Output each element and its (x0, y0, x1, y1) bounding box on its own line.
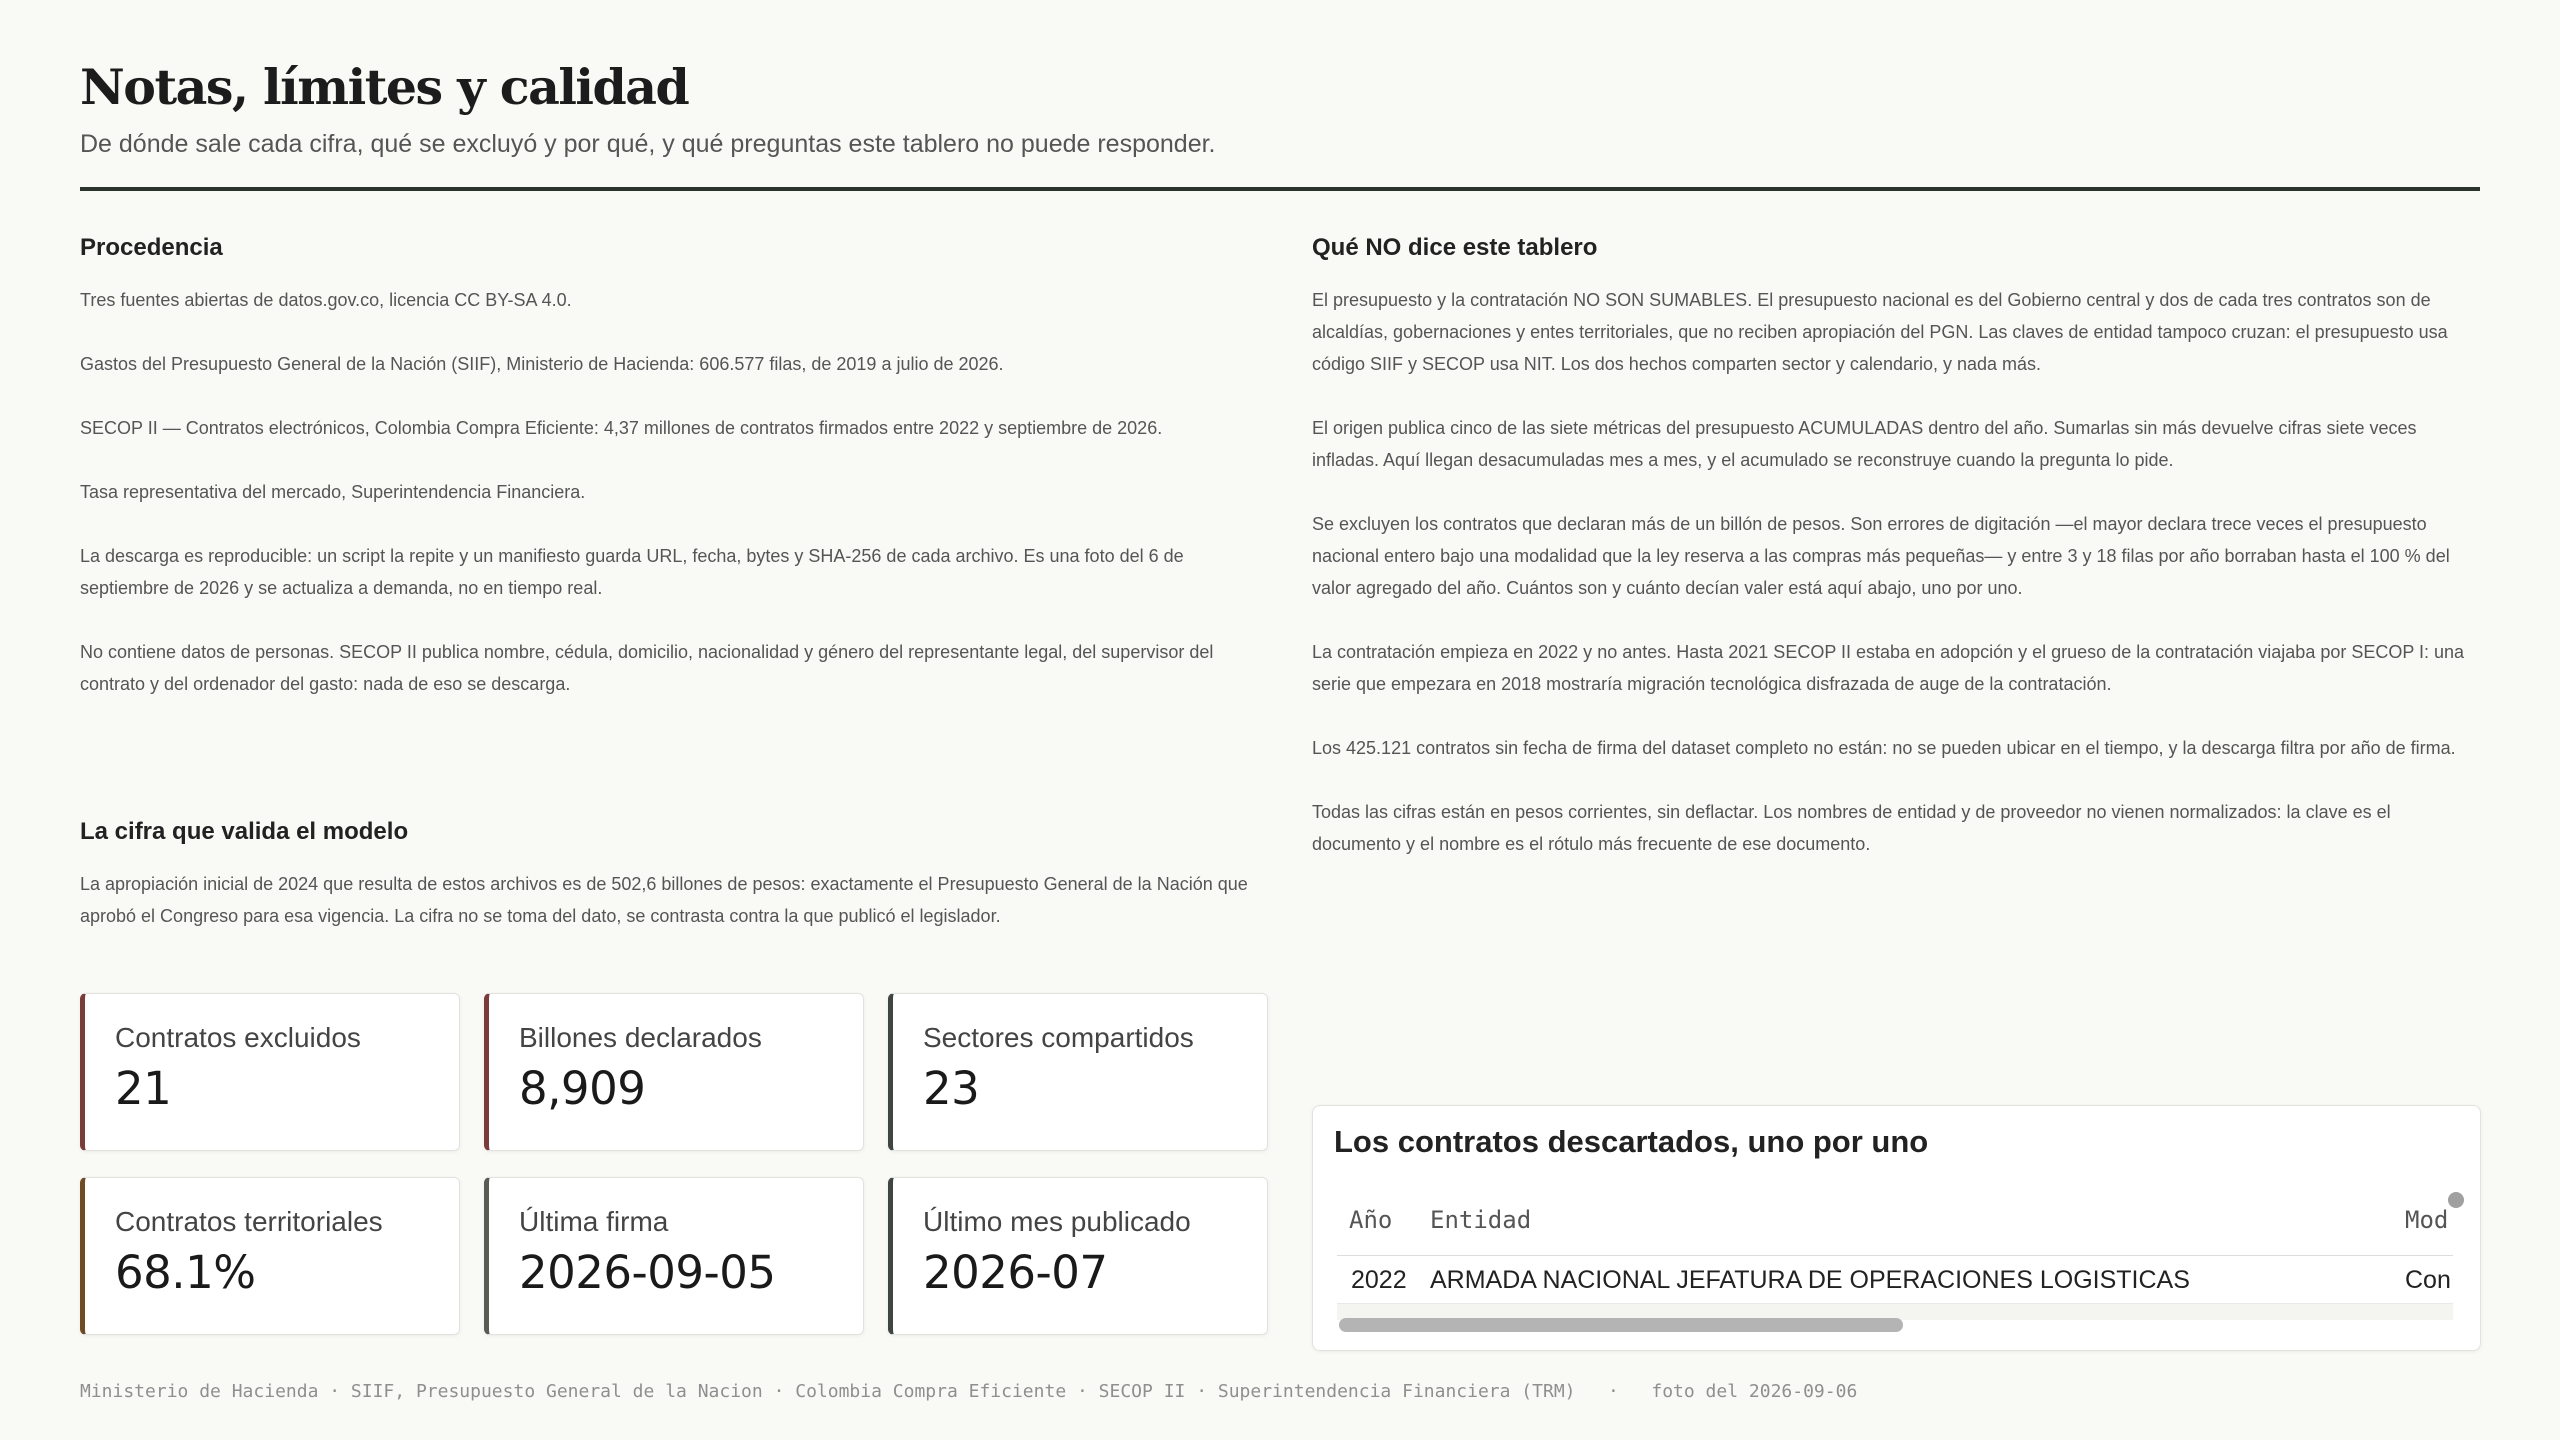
cell-modality: Con (2405, 1266, 2451, 1294)
excluded-contracts-table[interactable] (1337, 1190, 2453, 1320)
page-subtitle: De dónde sale cada cifra, qué se excluyó y por qué, y qué preguntas este tablero no puede responder. (80, 130, 1216, 158)
limits-title: Qué NO dice este tablero (1312, 234, 1598, 261)
kpi-value: 2026-07 (923, 1246, 1108, 1299)
kpi-label: Última firma (519, 1206, 669, 1237)
kpi-value: 8,909 (519, 1062, 646, 1115)
footer-snapshot: foto del 2026-09-06 (1651, 1381, 1858, 1402)
kpi-label: Billones declarados (519, 1022, 762, 1053)
kpi-card (80, 1177, 460, 1335)
validation-title: La cifra que valida el modelo (80, 818, 409, 845)
footer-separator: · (1608, 1381, 1619, 1402)
provenance-paragraph: Tres fuentes abiertas de datos.gov.co, licencia CC BY-SA 4.0. (80, 290, 572, 310)
kpi-grid (80, 993, 1268, 1335)
column-header-entity[interactable]: Entidad (1430, 1206, 1532, 1234)
kpi-card (484, 993, 864, 1151)
excluded-contracts-title: Los contratos descartados, uno por uno (1334, 1124, 1929, 1159)
header-divider (80, 187, 2480, 191)
kpi-card (80, 993, 460, 1151)
kpi-value: 23 (923, 1062, 980, 1115)
horizontal-scrollbar-thumb[interactable] (1339, 1318, 1903, 1332)
kpi-card (888, 1177, 1268, 1335)
column-header-year[interactable]: Año (1349, 1206, 1393, 1234)
limits-section (1312, 234, 2482, 892)
limits-paragraph: Se excluyen los contratos que declaran más de un billón de pesos. Son errores de digitación —el mayor declara trece veces el presupuesto nacional entero bajo una modalidad que la ley reserva a las compras más pequeñas— y entre 3 y 18 filas por año borraban hasta el 100 % del valor agregado del año. Cuántos son y cuánto decían valer está aquí abajo, uno por uno. (1312, 514, 2450, 598)
excluded-contracts-card (1312, 1105, 2481, 1351)
limits-paragraph: Todas las cifras están en pesos corrientes, sin deflactar. Los nombres de entidad y de proveedor no vienen normalizados: la clave es el documento y el nombre es el rótulo más frecuente de ese documento. (1312, 802, 2391, 854)
kpi-card (888, 993, 1268, 1151)
column-header-modality[interactable]: Mod (2405, 1206, 2449, 1234)
provenance-paragraph: SECOP II — Contratos electrónicos, Colombia Compra Eficiente: 4,37 millones de contratos firmados entre 2022 y septiembre de 2026. (80, 418, 1163, 438)
cell-entity: ARMADA NACIONAL JEFATURA DE OPERACIONES LOGISTICAS (1430, 1266, 2190, 1294)
validation-text: La apropiación inicial de 2024 que resulta de estos archivos es de 502,6 billones de pesos: exactamente el Presupuesto General de la Nación que aprobó el Congreso para esa vigencia. La cifra no se toma del dato, se contrasta contra la que publicó el legislador. (80, 874, 1248, 926)
page-header (80, 58, 2480, 159)
provenance-paragraph: Tasa representativa del mercado, Superintendencia Financiera. (80, 482, 586, 502)
footer-sources: Ministerio de Hacienda · SIIF, Presupuesto General de la Nacion · Colombia Compra Eficiente · SECOP II · Superintendencia Financiera (TRM) (80, 1381, 1576, 1402)
kpi-value: 2026-09-05 (519, 1246, 776, 1299)
table-header-row (1337, 1190, 2453, 1256)
limits-paragraph: La contratación empieza en 2022 y no antes. Hasta 2021 SECOP II estaba en adopción y el grueso de la contratación viajaba por SECOP I: una serie que empezara en 2018 mostraría migración tecnológica disfrazada de auge de la contratación. (1312, 642, 2465, 694)
provenance-title: Procedencia (80, 234, 223, 261)
kpi-card (484, 1177, 864, 1335)
validation-section (80, 818, 1255, 964)
provenance-paragraph: No contiene datos de personas. SECOP II publica nombre, cédula, domicilio, nacionalidad y género del representante legal, del supervisor del contrato y del ordenador del gasto: nada de eso se descarga. (80, 642, 1214, 694)
kpi-label: Contratos territoriales (115, 1206, 383, 1237)
limits-paragraph: Los 425.121 contratos sin fecha de firma del dataset completo no están: no se pueden ubicar en el tiempo, y la descarga filtra por año de firma. (1312, 738, 2456, 758)
provenance-paragraph: Gastos del Presupuesto General de la Nación (SIIF), Ministerio de Hacienda: 606.577 filas, de 2019 a julio de 2026. (80, 354, 1004, 374)
kpi-label: Sectores compartidos (923, 1022, 1194, 1053)
kpi-value: 68.1% (115, 1246, 256, 1299)
page-title: Notas, límites y calidad (80, 58, 689, 116)
footer (80, 1381, 1857, 1402)
table-row[interactable] (1337, 1256, 2453, 1304)
provenance-paragraph: La descarga es reproducible: un script la repite y un manifiesto guarda URL, fecha, bytes y SHA-256 de cada archivo. Es una foto del 6 de septiembre de 2026 y se actualiza a demanda, no en tiempo real. (80, 546, 1184, 598)
vertical-scrollbar[interactable] (2448, 1192, 2464, 1208)
kpi-value: 21 (115, 1062, 172, 1115)
limits-paragraph: El presupuesto y la contratación NO SON SUMABLES. El presupuesto nacional es del Gobierno central y dos de cada tres contratos son de alcaldías, gobernaciones y entes territoriales, que no reciben apropiación del PGN. Las claves de entidad tampoco cruzan: el presupuesto usa código SIIF y SECOP usa NIT. Los dos hechos comparten sector y calendario, y nada más. (1312, 290, 2448, 374)
limits-paragraph: El origen publica cinco de las siete métricas del presupuesto ACUMULADAS dentro del año. Sumarlas sin más devuelve cifras siete veces infladas. Aquí llegan desacumuladas mes a mes, y el acumulado se reconstruye cuando la pregunta lo pide. (1312, 418, 2417, 470)
provenance-section (80, 234, 1255, 732)
cell-year: 2022 (1351, 1266, 1407, 1294)
kpi-label: Último mes publicado (923, 1206, 1191, 1237)
kpi-label: Contratos excluidos (115, 1022, 361, 1053)
